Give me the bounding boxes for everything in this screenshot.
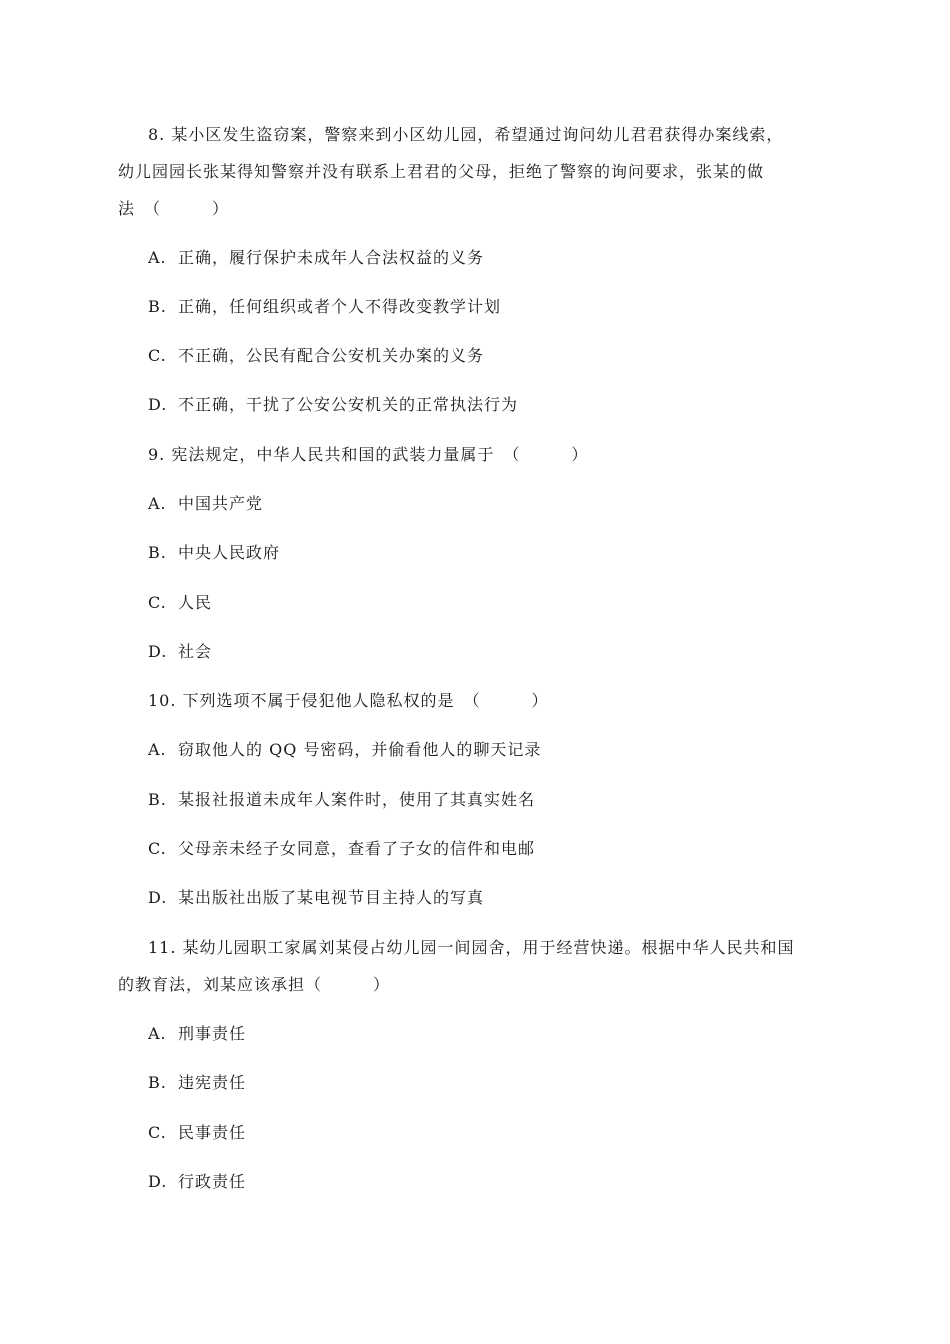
question-11-line-2: 的教育法，刘某应该承担（ ） <box>118 975 391 994</box>
option-text: 父母亲未经子女同意，查看了子女的信件和电邮 <box>178 839 536 858</box>
option-text: 民事责任 <box>178 1123 247 1142</box>
question-9-option-c <box>148 591 212 615</box>
question-11-option-a <box>148 1022 246 1046</box>
question-8-line-2: 幼儿园园长张某得知警察并没有联系上君君的父母，拒绝了警察的询问要求，张某的做 <box>118 162 765 181</box>
question-11-line-1: 11. 某幼儿园职工家属刘某侵占幼儿园一间园舍，用于经营快递。根据中华人民共和国 <box>148 938 795 957</box>
option-key: D. <box>148 1172 168 1191</box>
question-10-option-a <box>148 738 541 762</box>
question-11-option-d <box>148 1170 246 1194</box>
option-text: 行政责任 <box>178 1172 247 1191</box>
option-text: 正确，任何组织或者个人不得改变教学计划 <box>178 297 502 316</box>
option-key: D. <box>148 395 168 414</box>
question-9-option-b <box>148 541 280 565</box>
question-10-line-1: 10. 下列选项不属于侵犯他人隐私权的是 （ ） <box>148 691 549 710</box>
option-text: 不正确，干扰了公安公安机关的正常执法行为 <box>178 395 519 414</box>
option-key: A. <box>148 1024 167 1043</box>
option-key: A. <box>148 494 167 513</box>
question-8-option-b <box>148 295 501 319</box>
option-key: A. <box>148 248 167 267</box>
question-11-option-c <box>148 1121 246 1145</box>
option-key: C. <box>148 1123 167 1142</box>
option-text: 某出版社出版了某电视节目主持人的写真 <box>178 888 485 907</box>
option-text: 人民 <box>178 593 213 612</box>
question-9-line-1: 9. 宪法规定，中华人民共和国的武装力量属于 （ ） <box>148 445 589 464</box>
option-text: 某报社报道未成年人案件时，使用了其真实姓名 <box>178 790 536 809</box>
option-key: B. <box>148 1073 167 1092</box>
question-8-option-a <box>148 246 484 270</box>
option-text: 窃取他人的 QQ 号密码，并偷看他人的聊天记录 <box>178 740 542 759</box>
question-9-option-d <box>148 640 212 664</box>
option-key: C. <box>148 593 167 612</box>
option-key: B. <box>148 543 167 562</box>
option-text: 违宪责任 <box>178 1073 247 1092</box>
option-text: 刑事责任 <box>178 1024 247 1043</box>
option-key: B. <box>148 297 167 316</box>
option-key: B. <box>148 790 167 809</box>
question-8-option-d <box>148 393 518 417</box>
option-key: A. <box>148 740 167 759</box>
question-8-option-c <box>148 344 484 368</box>
option-text: 中央人民政府 <box>178 543 281 562</box>
question-9-option-a <box>148 492 263 516</box>
option-text: 不正确，公民有配合公安机关办案的义务 <box>178 346 485 365</box>
option-text: 社会 <box>178 642 213 661</box>
option-key: C. <box>148 839 167 858</box>
question-10-option-d <box>148 886 484 910</box>
question-8-line-1: 8. 某小区发生盗窃案，警察来到小区幼儿园，希望通过询问幼儿君君获得办案线索， <box>148 125 784 144</box>
question-11-option-b <box>148 1071 246 1095</box>
option-key: C. <box>148 346 167 365</box>
option-key: D. <box>148 888 168 907</box>
question-10-option-c <box>148 837 535 861</box>
question-10-option-b <box>148 788 535 812</box>
option-key: D. <box>148 642 168 661</box>
option-text: 中国共产党 <box>178 494 264 513</box>
option-text: 正确，履行保护未成年人合法权益的义务 <box>178 248 485 267</box>
question-8-line-3: 法 （ ） <box>118 199 230 218</box>
